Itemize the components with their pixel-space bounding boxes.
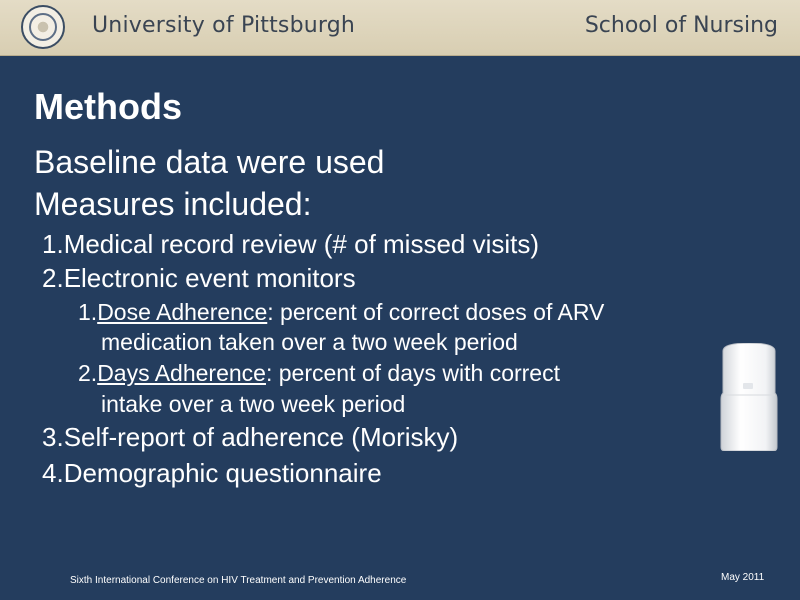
university-name: University of Pittsburgh: [92, 13, 356, 38]
list-item-medical-record: [42, 229, 539, 260]
sublist-number: 2.: [78, 360, 98, 386]
slide-title: Methods: [34, 86, 182, 127]
school-name: School of Nursing: [584, 13, 778, 38]
list-number: 4.: [42, 458, 64, 488]
sublist-continuation: intake over a two week period: [101, 391, 406, 417]
sublist-term: Dose Adherence: [97, 299, 268, 325]
list-item-text: Self-report of adherence (Morisky): [63, 422, 459, 452]
footer-date: May 2011: [721, 572, 765, 583]
sublist-number: 1.: [78, 299, 98, 325]
list-item-text: Electronic event monitors: [63, 263, 356, 293]
list-item-text: Medical record review (# of missed visits): [63, 229, 540, 259]
list-item-self-report: [42, 422, 458, 453]
sublist-item-days-adherence: [78, 360, 560, 387]
sublist-term: Days Adherence: [97, 360, 266, 386]
pill-bottle-image: [719, 343, 779, 451]
footer-conference: Sixth International Conference on HIV Treatment and Prevention Adherence: [70, 575, 407, 586]
sublist-item-dose-adherence: [78, 299, 604, 326]
list-item-event-monitors: [42, 263, 356, 294]
list-item-demographic: [42, 458, 382, 489]
body-line-baseline: Baseline data were used: [34, 144, 385, 180]
university-seal-logo: [21, 5, 65, 49]
header-banner: [0, 0, 800, 56]
list-item-text: Demographic questionnaire: [63, 458, 382, 488]
list-number: 1.: [42, 229, 64, 259]
sublist-text: : percent of days with correct: [265, 360, 560, 386]
list-number: 2.: [42, 263, 64, 293]
body-line-measures: Measures included:: [34, 186, 312, 222]
sublist-text: : percent of correct doses of ARV: [267, 299, 605, 325]
list-number: 3.: [42, 422, 64, 452]
sublist-continuation: medication taken over a two week period: [101, 329, 518, 355]
